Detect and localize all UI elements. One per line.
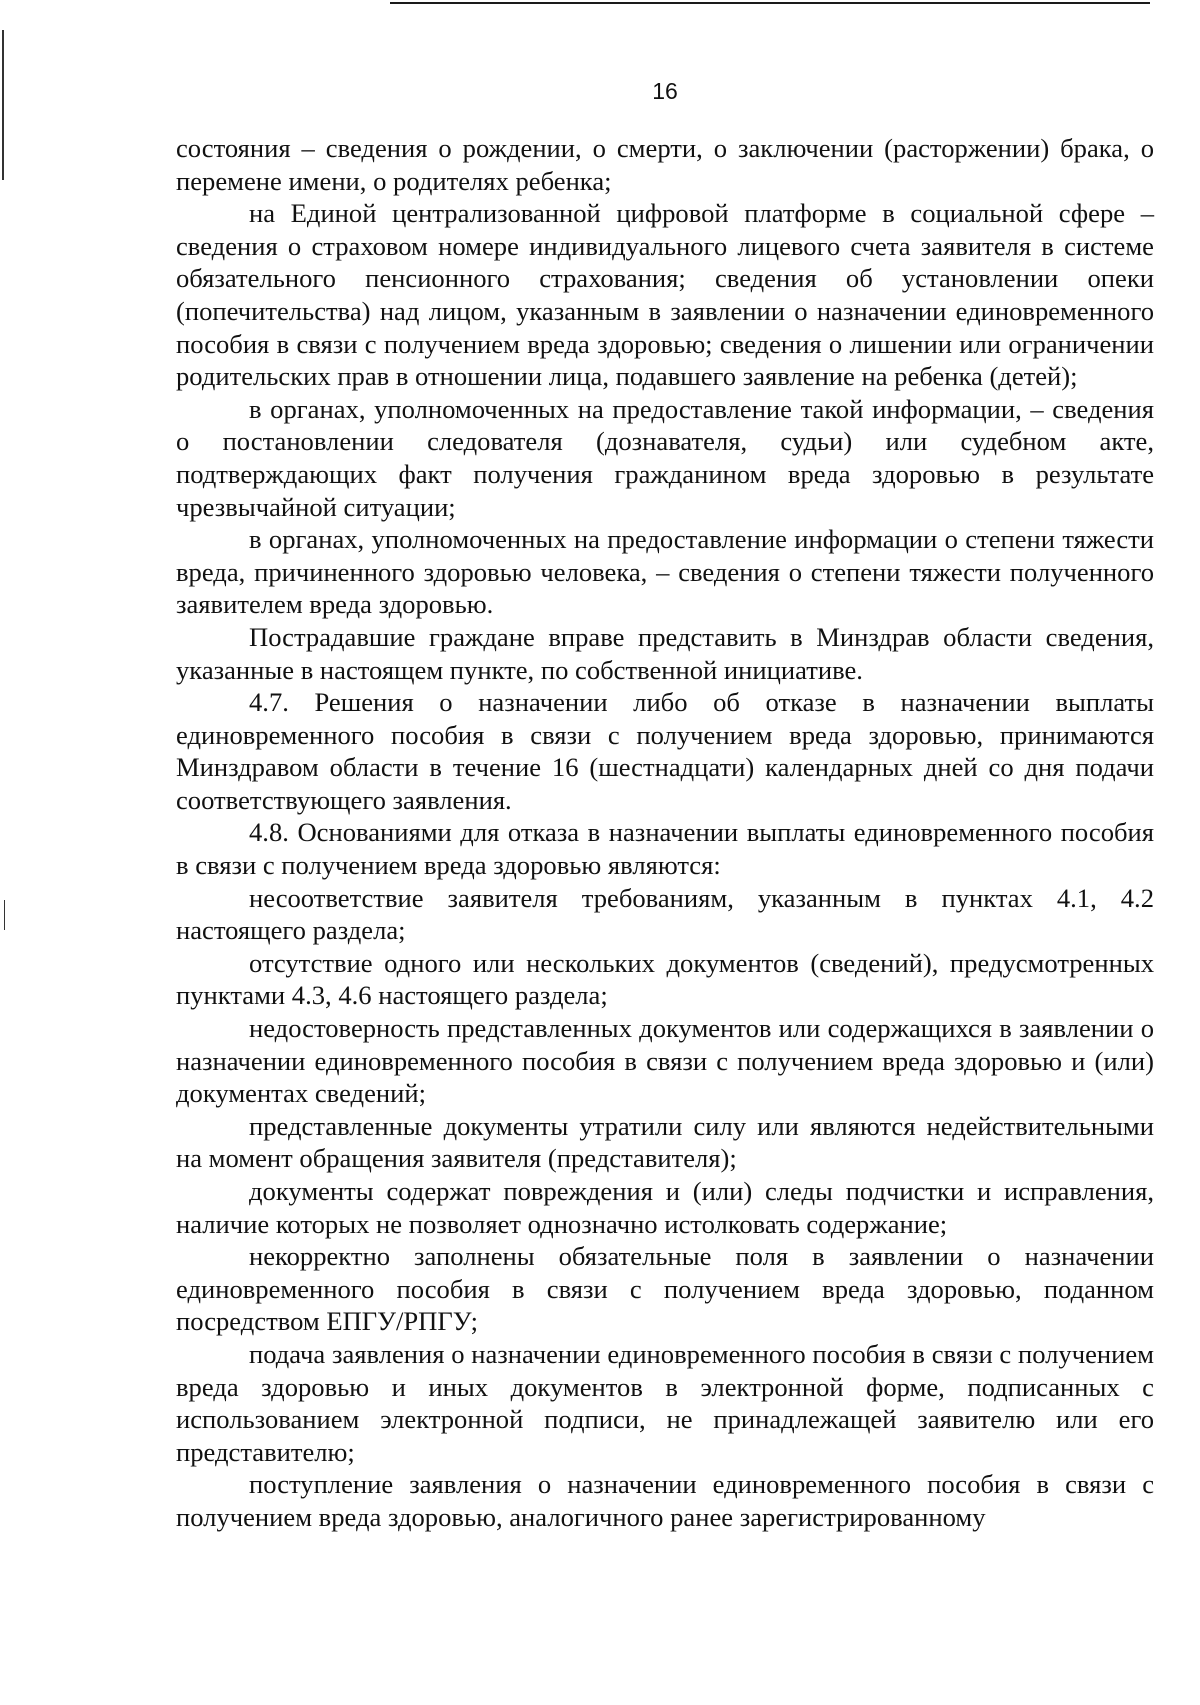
list-item: подача заявления о назначении единовременного пособия в связи с получением вреда здоровью и иных документов в электронной форме, подписанных с использованием электронной подписи, не принадлежащей заявителю или его представителю; [176, 1338, 1154, 1467]
list-item: недостоверность представленных документов или содержащихся в заявлении о назначении единовременного пособия в связи с получением вреда здоровью и (или) документах сведений; [176, 1013, 1154, 1109]
list-item: некорректно заполнены обязательные поля в заявлении о назначении единовременного пособия в связи с получением вреда здоровью, поданном посредством ЕПГУ/РПГУ; [176, 1241, 1154, 1337]
paragraph: состояния – сведения о рождении, о смерти, о заключении (расторжении) брака, о перемене имени, о родителях ребенка; [176, 133, 1154, 196]
scan-edge-mark [2, 30, 4, 180]
list-item: поступление заявления о назначении единовременного пособия в связи с получением вреда здоровью, аналогичного ранее зарегистрированному [176, 1469, 1154, 1532]
scan-edge-mark [4, 900, 5, 930]
scan-top-rule [390, 2, 1150, 4]
paragraph-clause-4-7: 4.7. Решения о назначении либо об отказе в назначении выплаты единовременного пособия в связи с получением вреда здоровью, принимаются Минздравом области в течение 16 (шестнадцати) календарных дней со дня подачи соответствующего заявления. [176, 687, 1154, 815]
list-item: отсутствие одного или нескольких документов (сведений), предусмотренных пунктами 4.3, 4.6 настоящего раздела; [176, 947, 1154, 1011]
paragraph: в органах, уполномоченных на предоставление информации о степени тяжести вреда, причиненного здоровью человека, – сведения о степени тяжести полученного заявителем вреда здоровью. [176, 524, 1154, 620]
paragraph: в органах, уполномоченных на предоставление такой информации, – сведения о постановлении следователя (дознавателя, судьи) или судебном акте, подтверждающих факт получения гражданином вреда здоровью в результате чрезвычайной ситуации; [176, 393, 1154, 522]
list-item: представленные документы утратили силу или являются недействительными на момент обращения заявителя (представителя); [176, 1110, 1154, 1174]
paragraph: на Единой централизованной цифровой платформе в социальной сфере – сведения о страховом номере индивидуального лицевого счета заявителя в системе обязательного пенсионного страхования; сведения об установлении опеки (попечительства) над лицом, указанным в заявлении о назначении единовременного пособия в связи с получением вреда здоровью; сведения о лишении или ограничении родительских прав в отношении лица, подавшего заявление на ребенка (детей); [176, 198, 1154, 392]
paragraph-clause-4-8: 4.8. Основаниями для отказа в назначении выплаты единовременного пособия в связи с получением вреда здоровью являются: [176, 817, 1154, 881]
list-item: несоответствие заявителя требованиям, указанным в пунктах 4.1, 4.2 настоящего раздела; [176, 882, 1154, 946]
document-body [176, 132, 1154, 1534]
page-number: 16 [652, 78, 678, 104]
list-item: документы содержат повреждения и (или) следы подчистки и исправления, наличие которых не позволяет однозначно истолковать содержание; [176, 1176, 1154, 1239]
paragraph: Пострадавшие граждане вправе представить в Минздрав области сведения, указанные в настоящем пункте, по собственной инициативе. [176, 621, 1154, 685]
